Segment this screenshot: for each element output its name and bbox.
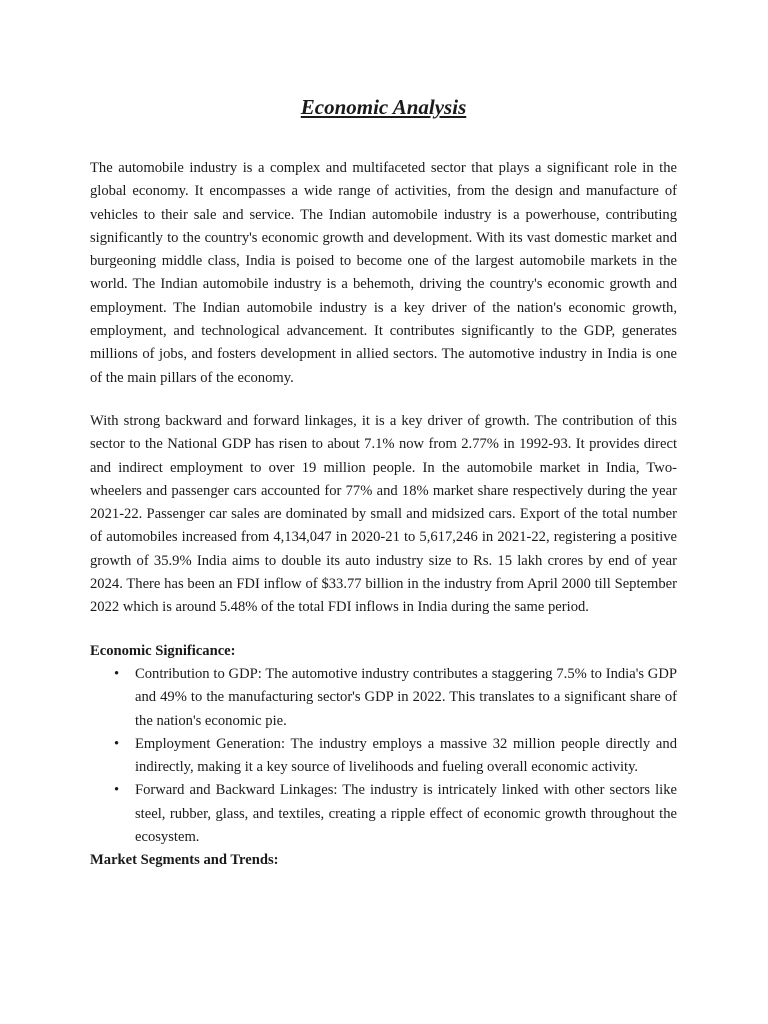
bullet-list: [90, 663, 677, 849]
bullet-item: [90, 779, 677, 849]
section-heading-market-segments: Market Segments and Trends:: [90, 852, 279, 869]
bullet-item: [90, 733, 677, 780]
bullet-icon: •: [114, 782, 120, 799]
bullet-item: [90, 663, 677, 733]
bullet-text: Contribution to GDP: The automotive industry contributes a staggering 7.5% to India's GDP and 49% to the manufacturing sector's GDP in 2022. This translates to a significant share of the nation's economic pie.: [135, 665, 677, 729]
growth-paragraph: With strong backward and forward linkages, it is a key driver of growth. The contribution of this sector to the National GDP has risen to about 7.1% now from 2.77% in 1992-93. It provides direct and indirect employment to over 19 million people. In the automobile market in India, Two-wheelers and passenger cars accounted for 77% and 18% market share respectively during the year 2021-22. Passenger car sales are dominated by small and midsized cars. Export of the total number of automobiles increased from 4,134,047 in 2020-21 to 5,617,246 in 2021-22, registering a positive growth of 35.9% India aims to double its auto industry size to Rs. 15 lakh crores by end of year 2024. There has been an FDI inflow of $33.77 billion in the industry from April 2000 till September 2022 which is around 5.48% of the total FDI inflows in India during the same period.: [90, 412, 677, 616]
bullet-text: Employment Generation: The industry employs a massive 32 million people directly and indirectly, making it a key source of livelihoods and fueling overall economic activity.: [135, 735, 677, 776]
intro-paragraph: The automobile industry is a complex and multifaceted sector that plays a significant role in the global economy. It encompasses a wide range of activities, from the design and manufacture of vehicles to their sale and service. The Indian automobile industry is a powerhouse, contributing significantly to the country's economic growth and development. With its vast domestic market and burgeoning middle class, India is poised to become one of the largest automobile markets in the world. The Indian automobile industry is a behemoth, driving the country's economic growth and employment. The Indian automobile industry is a key driver of the nation's economic growth, employment, and technological advancement. It contributes significantly to the GDP, generates millions of jobs, and fosters development in allied sectors. The automotive industry in India is one of the main pillars of the economy.: [90, 160, 677, 386]
bullet-text: Forward and Backward Linkages: The industry is intricately linked with other sectors like steel, rubber, glass, and textiles, creating a ripple effect of economic growth throughout the ecosystem.: [135, 782, 677, 846]
section-heading-economic-significance: Economic Significance:: [90, 642, 236, 659]
bullet-icon: •: [114, 735, 120, 752]
document-page: [90, 93, 677, 873]
page-title: Economic Analysis: [300, 95, 467, 119]
bullet-icon: •: [114, 665, 120, 682]
